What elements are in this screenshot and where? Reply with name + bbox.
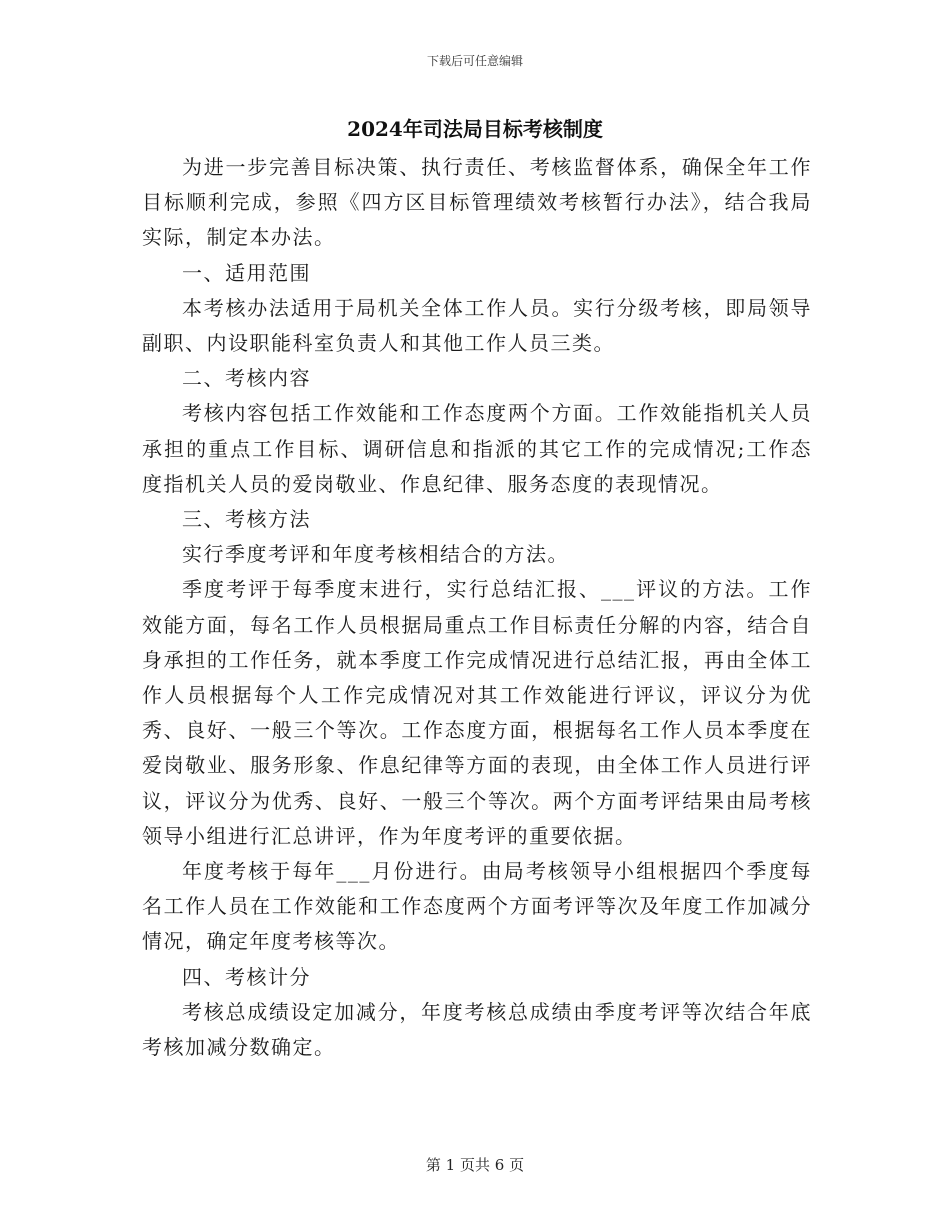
page-header-note: 下载后可任意编辑 [426,54,523,68]
document-title: 2024年司法局目标考核制度 [347,117,603,141]
section-heading-method: 三、考核方法 [182,507,311,532]
section-heading-scoring: 四、考核计分 [182,964,311,989]
page-number: 第 1 页共 6 页 [425,1156,525,1174]
paragraph-annual-review: 年度考核于每年___月份进行。由局考核领导小组根据四个季度每名工作人员在工作效能和工作态度两个方面考评等次及年度工作加减分情况，确定年度考核等次。 [142,859,812,954]
paragraph-content: 考核内容包括工作效能和工作态度两个方面。工作效能指机关人员承担的重点工作目标、调研信息和指派的其它工作的完成情况;工作态度指机关人员的爱岗敬业、作息纪律、服务态度的表现情况。 [142,401,812,496]
document-body [142,150,812,1065]
paragraph-quarterly-review: 季度考评于每季度末进行，实行总结汇报、___评议的方法。工作效能方面，每名工作人员根据局重点工作目标责任分解的内容，结合自身承担的工作任务，就本季度工作完成情况进行总结汇报，再由全体工作人员根据每个人工作完成情况对其工作效能进行评议，评议分为优秀、良好、一般三个等次。工作态度方面，根据每名工作人员本季度在爱岗敬业、服务形象、作息纪律等方面的表现，由全体工作人员进行评议，评议分为优秀、良好、一般三个等次。两个方面考评结果由局考核领导小组进行汇总讲评，作为年度考评的重要依据。 [142,577,812,848]
paragraph-intro: 为进一步完善目标决策、执行责任、考核监督体系，确保全年工作目标顺利完成，参照《四方区目标管理绩效考核暂行办法》，结合我局实际，制定本办法。 [142,155,812,250]
paragraph-scope: 本考核办法适用于局机关全体工作人员。实行分级考核，即局领导副职、内设职能科室负责人和其他工作人员三类。 [142,295,812,356]
section-heading-scope: 一、适用范围 [182,260,311,285]
paragraph-scoring: 考核总成绩设定加减分，年度考核总成绩由季度考评等次结合年底考核加减分数确定。 [142,999,812,1060]
paragraph-method-summary: 实行季度考评和年度考核相结合的方法。 [182,542,569,567]
section-heading-content: 二、考核内容 [182,366,311,391]
